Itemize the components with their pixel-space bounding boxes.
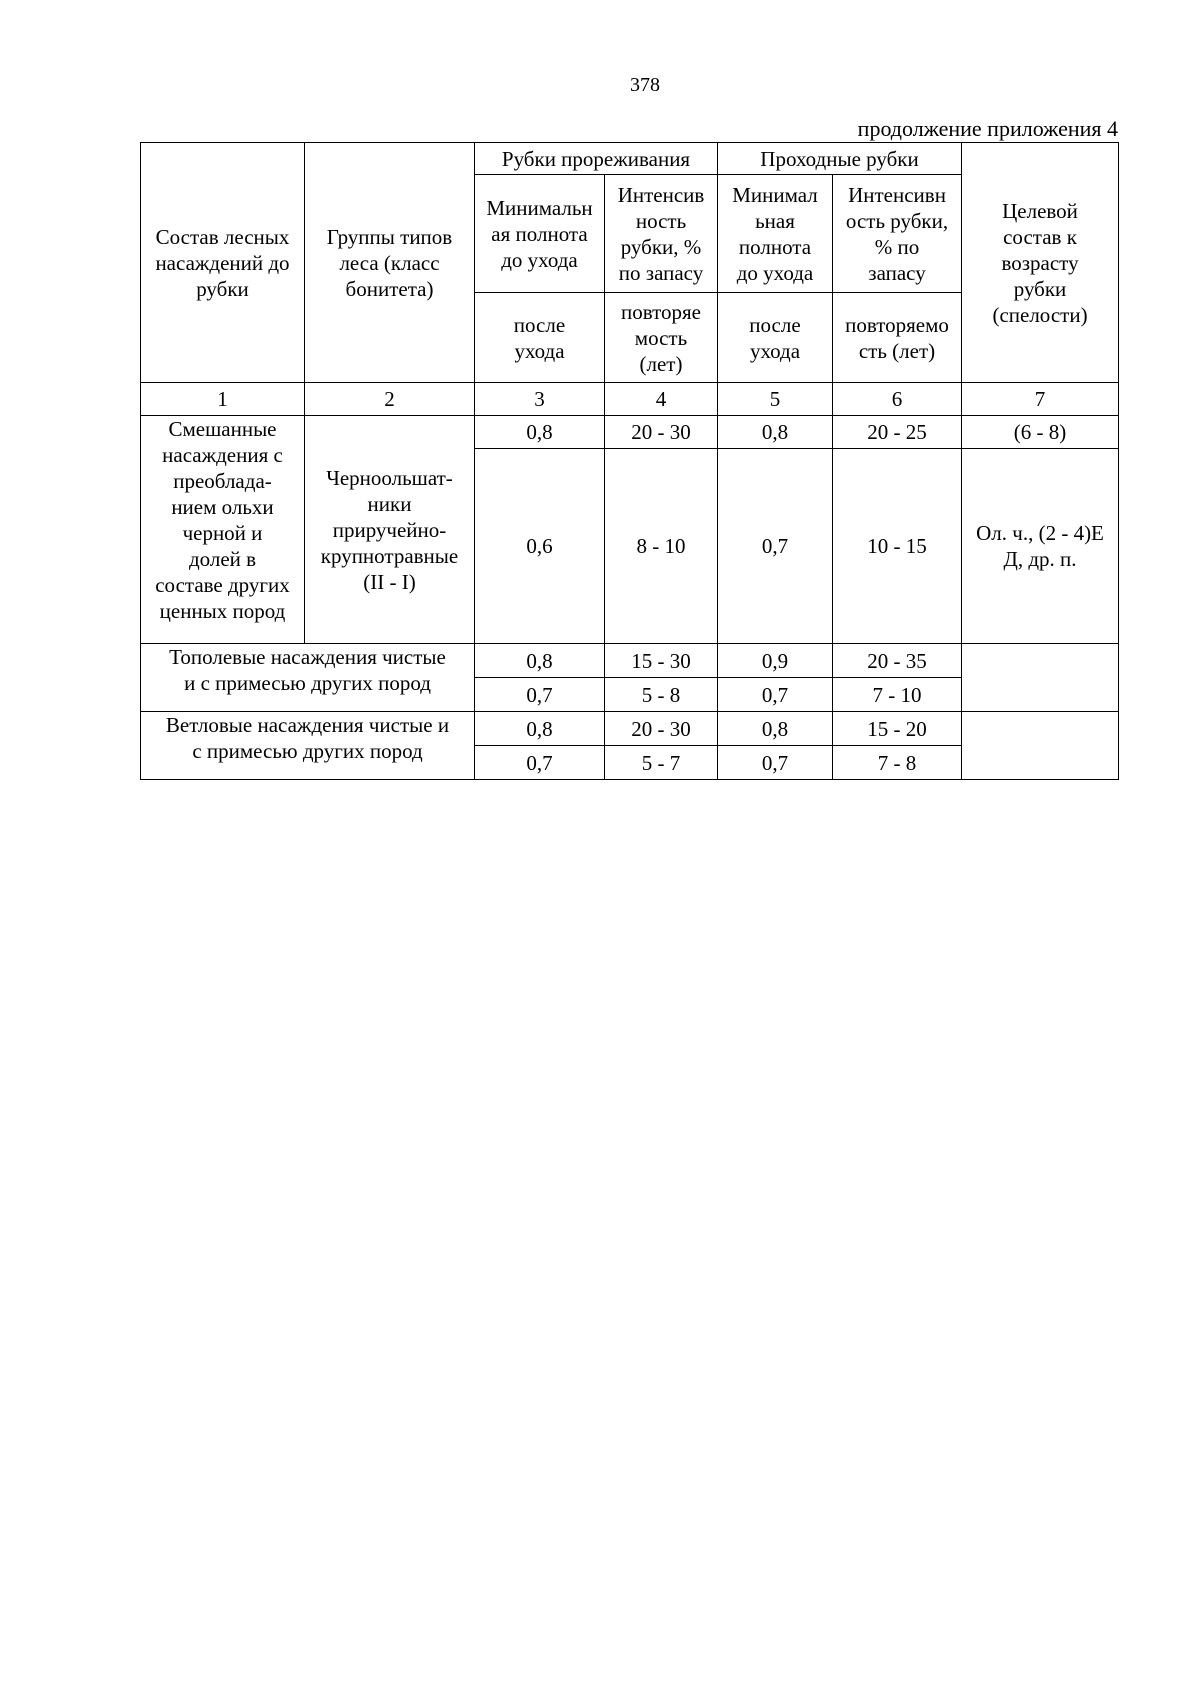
table-cell: (6 - 8)	[962, 416, 1119, 449]
table-cell: 5 - 8	[605, 678, 718, 712]
table-cell: 0,8	[718, 416, 833, 449]
table-cell: 0,7	[718, 678, 833, 712]
table-cell: 8 - 10	[605, 449, 718, 644]
table-cell: 15 - 30	[605, 644, 718, 678]
header-passage-repeat: повторяемо сть (лет)	[833, 293, 962, 383]
table-cell: 10 - 15	[833, 449, 962, 644]
column-number-row	[141, 383, 1119, 416]
table-cell: 15 - 20	[833, 712, 962, 746]
table-cell: 20 - 30	[605, 416, 718, 449]
mixed-alder-forest-group: Черноольшат- ники приручейно- крупнотравные (II - I)	[305, 416, 475, 644]
table-cell: 20 - 25	[833, 416, 962, 449]
poplar-label: Тополевые насаждения чистые и с примесью других пород	[141, 644, 475, 712]
empty-target-cell	[962, 712, 1119, 780]
table-cell: 0,8	[475, 644, 605, 678]
table-cell: 7 - 8	[833, 746, 962, 780]
column-number: 4	[605, 383, 718, 416]
header-row-groups	[141, 143, 1119, 175]
table-cell: 0,6	[475, 449, 605, 644]
table-row	[141, 712, 1119, 746]
column-number: 2	[305, 383, 475, 416]
table-cell: 0,7	[718, 746, 833, 780]
table-cell: 7 - 10	[833, 678, 962, 712]
table-cell: 0,8	[475, 712, 605, 746]
table-cell: 0,8	[475, 416, 605, 449]
forestry-table	[140, 142, 1119, 780]
header-target-composition: Целевой состав к возрасту рубки (спелости)	[962, 143, 1119, 383]
table-row	[141, 644, 1119, 678]
header-thinning-repeat: повторяе мость (лет)	[605, 293, 718, 383]
header-thinning-intensity: Интенсив ность рубки, % по запасу	[605, 175, 718, 293]
table-cell: 0,8	[718, 712, 833, 746]
header-thinning-min-density: Минимальн ая полнота до ухода	[475, 175, 605, 293]
column-number: 7	[962, 383, 1119, 416]
target-composition-cell: Ол. ч., (2 - 4)Е Д, др. п.	[962, 449, 1119, 644]
header-passage-intensity: Интенсивн ость рубки, % по запасу	[833, 175, 962, 293]
mixed-alder-composition: Смешанные насаждения с преоблада- нием ольхи черной и долей в составе других ценных пород	[141, 416, 305, 644]
table-cell: 0,7	[718, 449, 833, 644]
willow-label: Ветловые насаждения чистые и с примесью других пород	[141, 712, 475, 780]
header-forest-group: Группы типов леса (класс бонитета)	[305, 143, 475, 383]
page-number: 378	[630, 74, 660, 96]
header-passage-min-density: Минимал ьная полнота до ухода	[718, 175, 833, 293]
column-number: 3	[475, 383, 605, 416]
column-number: 1	[141, 383, 305, 416]
empty-target-cell	[962, 644, 1119, 712]
column-number: 5	[718, 383, 833, 416]
header-thinning-after: после ухода	[475, 293, 605, 383]
header-thinning-group: Рубки прореживания	[475, 143, 718, 175]
continuation-label: продолжение приложения 4	[857, 116, 1118, 141]
table-cell: 20 - 35	[833, 644, 962, 678]
table-cell: 0,9	[718, 644, 833, 678]
column-number: 6	[833, 383, 962, 416]
table-cell: 20 - 30	[605, 712, 718, 746]
header-passage-after: после ухода	[718, 293, 833, 383]
header-passage-group: Проходные рубки	[718, 143, 962, 175]
header-composition: Состав лесных насаждений до рубки	[141, 143, 305, 383]
table-row	[141, 416, 1119, 449]
table-cell: 5 - 7	[605, 746, 718, 780]
table-cell: 0,7	[475, 746, 605, 780]
table-cell: 0,7	[475, 678, 605, 712]
